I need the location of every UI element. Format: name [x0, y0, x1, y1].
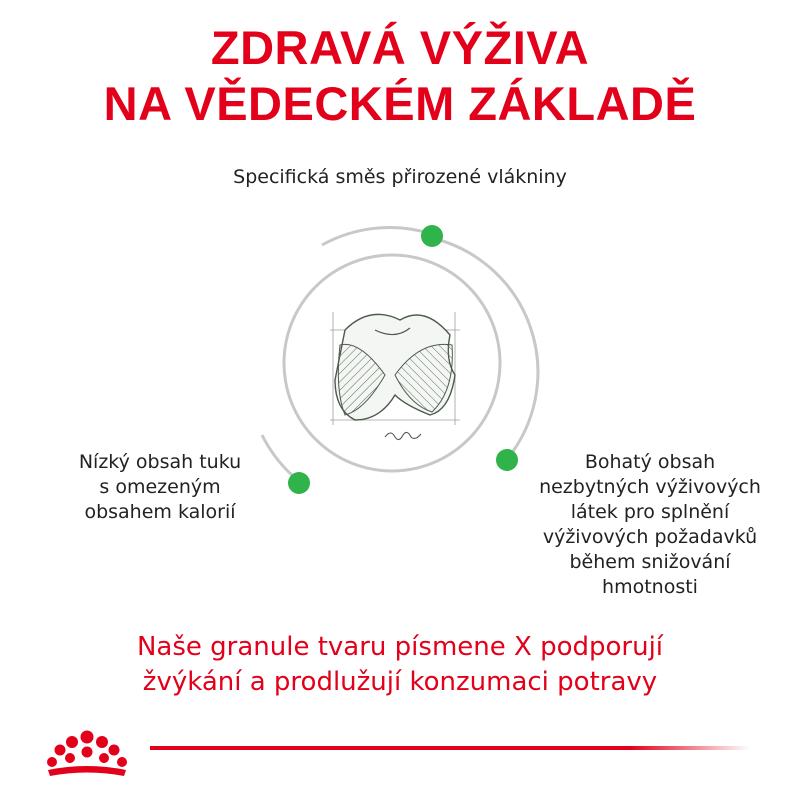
benefit-low-fat-line-2: s omezeným	[99, 476, 221, 498]
benefit-nutrients-line-5: během snižování	[569, 551, 731, 573]
outer-ring-top	[322, 227, 432, 245]
benefit-nutrients-line-4: výživových požadavků	[542, 526, 758, 548]
benefit-nutrients-line-6: hmotnosti	[602, 576, 698, 598]
benefit-fiber-text: Specifická směs přirozené vlákniny	[233, 166, 567, 188]
title-line-1: ZDRAVÁ VÝŽIVA	[210, 21, 590, 74]
benefit-nutrients-line-1: Bohatý obsah	[584, 451, 716, 473]
benefit-low-fat-line-1: Nízký obsah tuku	[78, 451, 242, 473]
green-dot-top	[421, 225, 443, 247]
benefit-low-fat	[40, 450, 280, 525]
tagline	[0, 630, 800, 700]
benefit-nutrients	[520, 450, 780, 600]
benefit-nutrients-line-2: nezbytných výživových	[539, 476, 761, 498]
tagline-line-1: Naše granule tvaru písmene X podporují	[136, 632, 664, 662]
bottom-red-line	[150, 746, 750, 750]
green-dot-right	[496, 449, 518, 471]
title-line-2: NA VĚDECKÉM ZÁKLADĚ	[103, 77, 697, 130]
tagline-line-2: žvýkání a prodlužují konzumaci potravy	[142, 667, 658, 697]
benefit-low-fat-line-3: obsahem kalorií	[84, 501, 236, 523]
benefit-nutrients-line-3: látek pro splnění	[570, 501, 730, 523]
green-dot-left	[288, 472, 310, 494]
royal-canin-crown-logo	[40, 722, 150, 782]
x-shaped-kibble-sketch-icon	[330, 312, 460, 440]
